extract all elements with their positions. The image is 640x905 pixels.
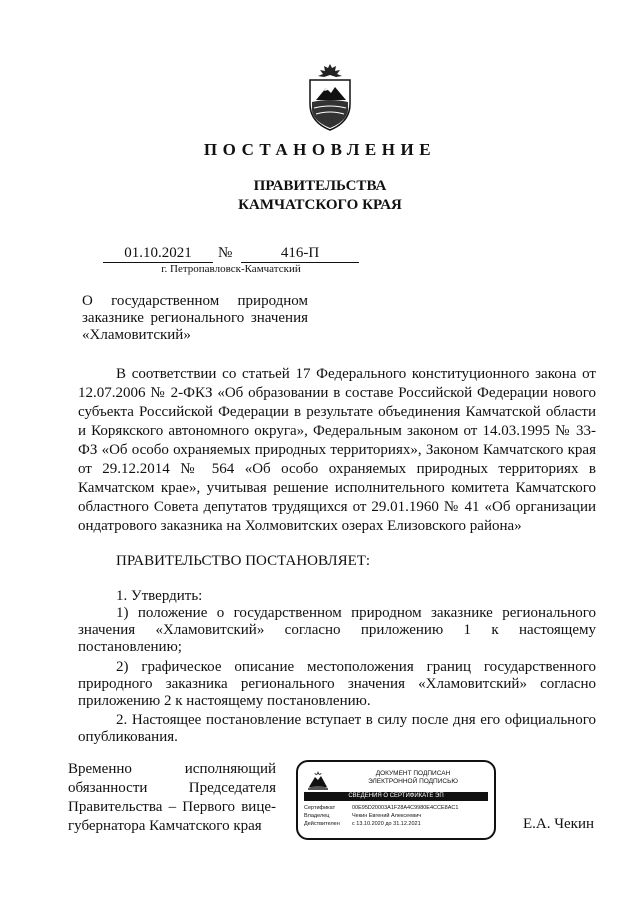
signer-name: Е.А. Чекин bbox=[523, 816, 594, 832]
issuer-line-1: ПРАВИТЕЛЬСТВА bbox=[253, 178, 387, 194]
stamp-row bbox=[304, 804, 490, 812]
number-sign: № bbox=[218, 245, 233, 261]
signer-position-line-2: обязанности Председателя bbox=[68, 780, 276, 796]
electronic-signature-stamp bbox=[296, 760, 496, 840]
stamp-row-value: с 13.10.2020 до 31.12.2021 bbox=[352, 821, 421, 827]
signer-position-line-1: Временно исполняющий bbox=[68, 761, 276, 777]
item-2: 2. Настоящее постановление вступает в силу после дня его официального опубликования. bbox=[78, 712, 596, 745]
stamp-certificate-bar: СВЕДЕНИЯ О СЕРТИФИКАТЕ ЭП bbox=[304, 792, 488, 801]
stamp-row-label: Действителен bbox=[304, 821, 340, 827]
item-1-1: 1) положение о государственном природном заказнике регионального значения «Хламовитский» согласно приложению 1 к настоящему постановлению; bbox=[78, 605, 596, 655]
stamp-header-line-2: ЭЛЕКТРОННОЙ ПОДПИСЬЮ bbox=[368, 778, 458, 785]
signer-position bbox=[68, 760, 276, 836]
coat-of-arms-icon bbox=[302, 62, 358, 132]
item-1: 1. Утвердить: bbox=[116, 588, 203, 604]
stamp-row bbox=[304, 812, 490, 820]
issuer-line-2: КАМЧАТСКОГО КРАЯ bbox=[238, 197, 402, 213]
stamp-row bbox=[304, 820, 490, 828]
stamp-row-label: Владелец bbox=[304, 813, 330, 819]
document-city: г. Петропавловск-Камчатский bbox=[161, 263, 301, 275]
signer-position-line-4: губернатора Камчатского края bbox=[68, 818, 262, 834]
stamp-emblem-icon bbox=[307, 771, 329, 791]
item-1-2: 2) графическое описание местоположения границ государственного природного заказника регионального значения «Хламовитский» согласно приложению 2 к настоящему постановлению. bbox=[78, 659, 596, 709]
document-number: 416-П bbox=[241, 244, 359, 263]
stamp-header-line-1: ДОКУМЕНТ ПОДПИСАН bbox=[375, 770, 451, 777]
stamp-row-value: Чекин Евгений Алексеевич bbox=[352, 813, 422, 819]
preamble-paragraph: В соответствии со статьей 17 Федерального конституционного закона от 12.07.2006 № 2-ФКЗ «Об образовании в составе Российской Федерации нового субъекта Российской Федерации в результате объединения Камчатской области и Корякского автономного округа», Федеральным законом от 14.03.1995 № 33-ФЗ «Об особо охраняемых природных территориях», Законом Камчатского края от 29.12.2014 № 564 «Об особо охраняемых природных территориях в Камчатском крае», учитывая решение исполнительного комитета Камчатского областного Совета депутатов трудящихся от 29.01.1960 № 41 «Об организации ондатрового заказника на Холмовитских озерах Елизовского района» bbox=[78, 366, 596, 534]
document-subject: О государственном природном заказнике регионального значения «Хламовитский» bbox=[82, 293, 308, 343]
document-date: 01.10.2021 bbox=[103, 244, 213, 263]
stamp-row-value: 00E95D20003A1F28A4C9980E4CCE8AC1 bbox=[352, 805, 459, 811]
document-title: ПОСТАНОВЛЕНИЕ bbox=[203, 140, 437, 159]
stamp-row-label: Сертификат bbox=[304, 805, 336, 811]
stamp-header bbox=[338, 770, 488, 786]
resolves-heading: ПРАВИТЕЛЬСТВО ПОСТАНОВЛЯЕТ: bbox=[116, 553, 371, 569]
signer-position-line-3: Правительства – Первого вице- bbox=[68, 799, 276, 815]
stamp-details bbox=[304, 804, 490, 828]
issuer-block bbox=[0, 177, 640, 215]
